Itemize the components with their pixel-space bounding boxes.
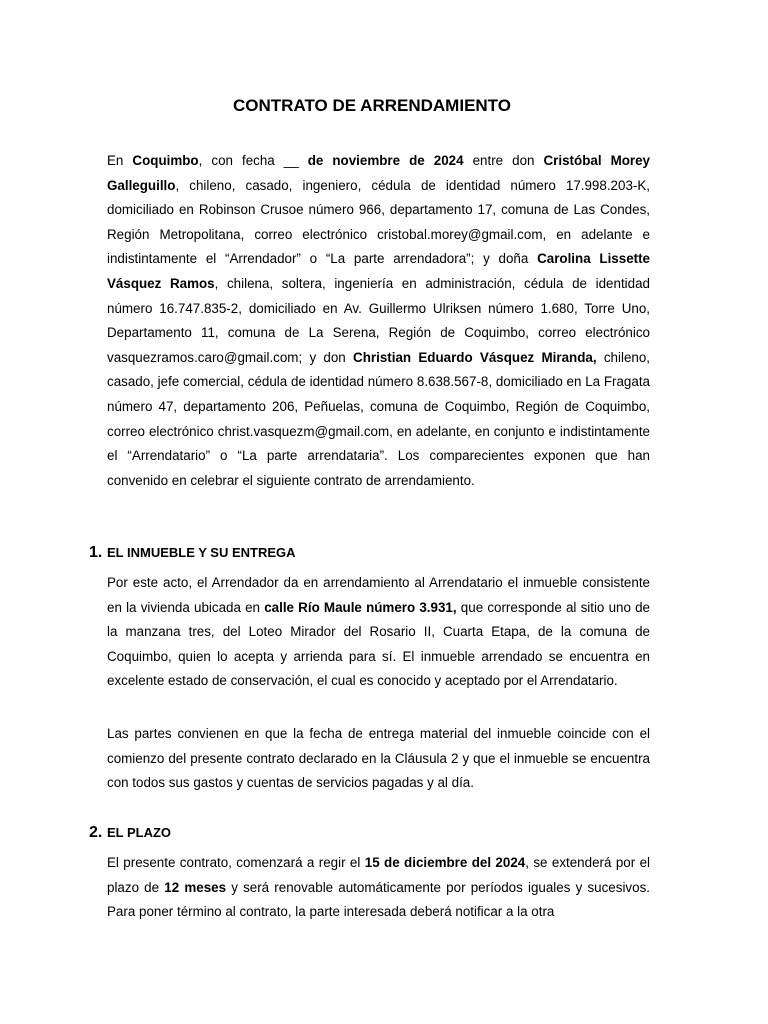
landlord-name: Cristóbal Morey Galleguillo [107, 153, 651, 193]
document-title: CONTRATO DE ARRENDAMIENTO [233, 96, 511, 115]
intro-text: , con fecha __ [198, 153, 308, 168]
tenant-name-2: Christian Eduardo Vásquez Miranda, [353, 349, 597, 365]
intro-text: chileno, casado, jefe comercial, cédula de identidad número 8.638.567-8, domiciliado en La Fragata número 47, departamento 206, Peñuelas, comuna de Coquimbo, Región de Coquimbo, correo electrónico christ.vasquezm@gmail.com, en adelante, en conjunto e indistintamente el “Arrendatario” o “La parte arrendataria”. Los comparecientes exponen que han convenido en celebrar el siguiente contrato de arrendamiento. [107, 349, 650, 488]
section-2-paragraph-1 [107, 851, 650, 925]
section-2-title: EL PLAZO [107, 825, 172, 840]
section-text: que corresponde al sitio uno de la manzana tres, del Loteo Mirador del Rosario II, Cuarta Etapa, de la comuna de Coquimbo, quien lo acepta y arrienda para sí. El inmueble arrendado se encuentra en excelente estado de conservación, el cual es conocido y aceptado por el Arrendatario. [107, 599, 650, 689]
intro-text: En [107, 153, 133, 168]
intro-text: , chileno, casado, ingeniero, cédula de identidad número 17.998.203-K, domiciliado en Robinson Crusoe número 966, departamento 17, comuna de Las Condes, Región Metropolitana, correo electrónico cristobal.morey@gmail.com, en adelante e indistintamente el “Arrendador” o “La parte arrendadora”; y doña [107, 177, 650, 267]
tenant-name-1: Carolina Lissette Vásquez Ramos [107, 251, 651, 291]
intro-text: , chilena, soltera, ingeniería en administración, cédula de identidad número 16.747.835-2, domiciliado en Av. Guillermo Ulriksen número 1.680, Torre Uno, Departamento 11, comuna de La Serena, Región de Coquimbo, correo electrónico vasquezramos.caro@gmail.com; y don [107, 275, 650, 365]
section-text: y será renovable automáticamente por períodos iguales y sucesivos. Para poner término al contrato, la parte interesada deberá notificar a la otra [107, 879, 650, 920]
section-2-heading [89, 824, 171, 842]
section-1-paragraph-1 [107, 571, 650, 694]
section-1-heading [89, 544, 296, 562]
section-text: , se extenderá por el plazo de [107, 855, 650, 895]
term-length: 12 meses [164, 879, 227, 895]
intro-text: entre don [463, 153, 544, 168]
section-1-number: 1. [89, 544, 103, 561]
section-1-title: EL INMUEBLE Y SU ENTREGA [107, 545, 296, 560]
section-2-number: 2. [89, 824, 103, 841]
intro-paragraph [107, 149, 650, 493]
intro-city: Coquimbo [132, 153, 199, 168]
section-text: El presente contrato, comenzará a regir el [107, 855, 365, 870]
section-text: Por este acto, el Arrendador da en arrendamiento al Arrendatario el inmueble consistente en la vivienda ubicada en [107, 575, 650, 615]
property-address: calle Río Maule número 3.931, [264, 599, 457, 615]
intro-date: de noviembre de 2024 [307, 153, 464, 168]
start-date: 15 de diciembre del 2024 [364, 855, 526, 870]
section-1-paragraph-2: Las partes convienen en que la fecha de entrega material del inmueble coincide con el comienzo del presente contrato declarado en la Cláusula 2 y que el inmueble se encuentra con todos sus gastos y cuentas de servicios pagadas y al día. [107, 726, 650, 791]
